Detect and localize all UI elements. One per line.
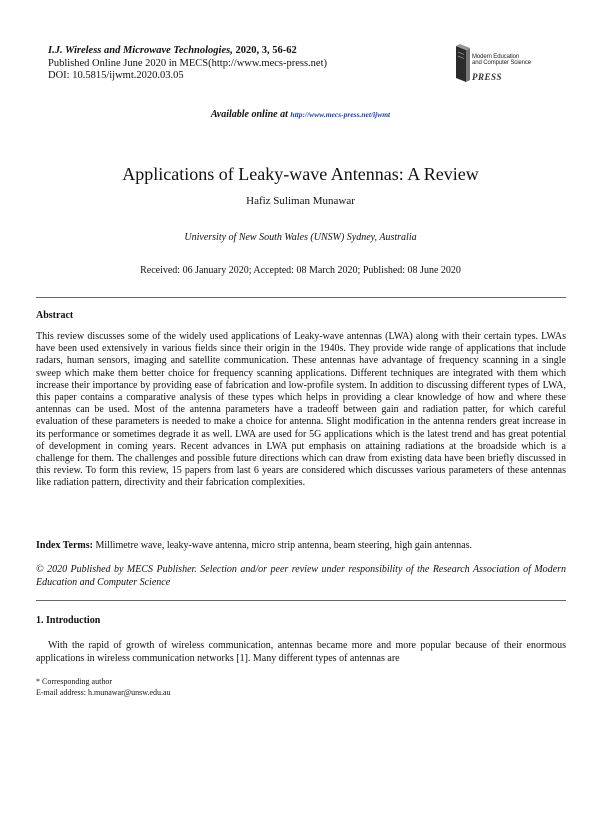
- book-icon: [453, 44, 473, 84]
- abstract-heading: Abstract: [36, 310, 74, 321]
- journal-citation: [48, 45, 327, 58]
- section-heading-introduction: 1. Introduction: [36, 615, 101, 626]
- journal-numbers: 2020, 3, 56-62: [232, 45, 297, 56]
- index-terms-text: Millimetre wave, leaky-wave antenna, micro strip antenna, beam steering, high gain antennas.: [92, 540, 472, 551]
- divider-top: [36, 297, 566, 298]
- available-online: [0, 109, 601, 120]
- doi-line: DOI: 10.5815/ijwmt.2020.03.05: [48, 70, 184, 81]
- affiliation: University of New South Wales (UNSW) Sydney, Australia: [184, 232, 417, 243]
- journal-url-link[interactable]: http://www.mecs-press.net/ijwmt: [290, 110, 391, 119]
- index-terms-label: Index Terms:: [36, 540, 93, 551]
- logo-line-2: and Computer Science: [472, 60, 532, 67]
- introduction-body: With the rapid of growth of wireless communication, antennas became more and more popular because of their enormous applications in wireless communication networks [1]. Many different types of antennas are: [36, 640, 566, 664]
- logo-press: PRESS: [472, 72, 503, 82]
- abstract-body: This review discusses some of the widely used applications of Leaky-wave antennas (LWA) along with their certain types. LWAs have been used extensively in various fields since their origin in the 1940s. They provide wide range of applications that include radars, human sensors, imaging and satellite communication. These antennas have advantage of frequency scanning in a single sweep which make them better choice for frequency scanning applications. Different techniques are integrated with them which increase their importance by providing ease of fabrication and low-profile system. In addition to discussing different types of LWA, this paper contains a comparative analysis of these types which helps in providing a clear knowledge of how and where these antennas can be used. Most of the antenna parameters have a tradeoff between gain and radiation patter, for which careful evaluation of these parameters is needed to make a choice for antenna. Slight modification in the antenna renders great increase in its performance or sometimes degrade it as well. LWA are used for 5G applications which is the latest trend and has great potential of development in coming years. Recent advances in LWA put emphasis on attaining radiations at the broadside which is a challenge for them. The challenges and possible future directions which can draw from existing data have been briefly discussed in this review. To form this review, 15 papers from last 6 years are considered which discusses various parameters of these antennas like radiation pattern, directivity and their fabrication complexities.: [36, 331, 566, 489]
- author-email: E-mail address: h.munawar@unsw.edu.au: [36, 687, 171, 697]
- copyright-notice: © 2020 Published by MECS Publisher. Selection and/or peer review under responsibility of the Research Association of Modern Education and Computer Science: [36, 564, 566, 588]
- divider-bottom: [36, 600, 566, 601]
- publication-dates: Received: 06 January 2020; Accepted: 08 March 2020; Published: 08 June 2020: [140, 265, 461, 276]
- published-line: Published Online June 2020 in MECS(http://www.mecs-press.net): [48, 57, 328, 69]
- author-name: Hafiz Suliman Munawar: [246, 195, 355, 207]
- logo-text: [472, 54, 531, 67]
- index-terms: [36, 540, 566, 551]
- available-label: Available online at: [210, 109, 291, 120]
- journal-header: [48, 45, 327, 83]
- paper-title: Applications of Leaky-wave Antennas: A Review: [122, 164, 479, 184]
- logo-line-1: Modern Education: [472, 54, 520, 60]
- footnote: [36, 677, 171, 698]
- publisher-logo: [453, 44, 563, 90]
- corresponding-author-note: * Corresponding author: [36, 677, 112, 686]
- journal-name: I.J. Wireless and Microwave Technologies,: [48, 45, 233, 56]
